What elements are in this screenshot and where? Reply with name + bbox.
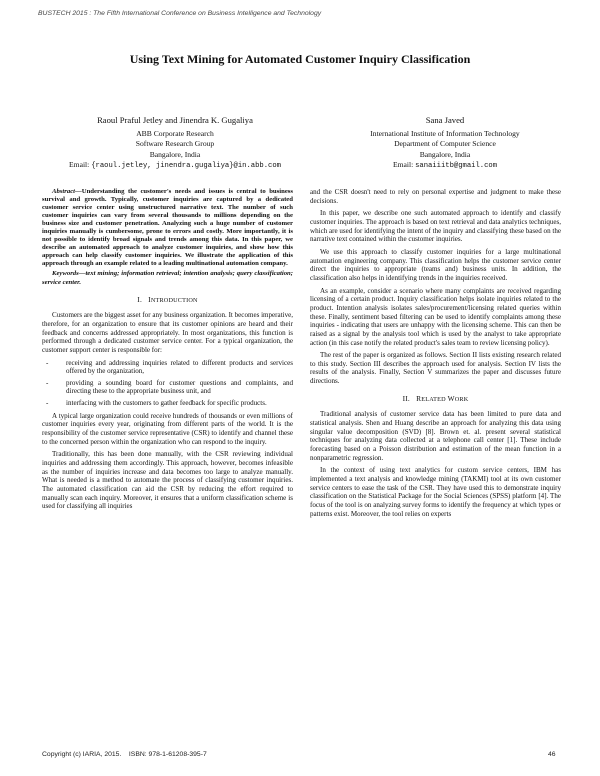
paper-title: Using Text Mining for Automated Customer Inquiry Classification: [129, 52, 471, 66]
section-heading-related-work: [310, 395, 561, 405]
paragraph: A typical large organization could receive hundreds of thousands or even millions of customer inquiries every year, originating from different parts of the world. It is the responsibility of the customer service representative (CSR) to identify and channel these to the concerned person within the organization who can respond to the inquiry.: [42, 411, 293, 446]
paragraph: As an example, consider a scenario where many complaints are received regarding licensing of a certain product. Inquiry classification helps isolate inquiries related to the product. Intention analysis isolates sales/procurement/licensing related queries within these. Finally, sentiment based filtering can be used to identify complaints among these inquiries - indicating that users are unhappy with the licensing scheme. This can then be raised as a signal by the analysis tool which is used by the analyst to take appropriate action (in this case notify the related product's sales team to review licensing policy).: [310, 286, 561, 347]
section-initial: R: [416, 393, 422, 403]
isbn-text: ISBN: 978-1-61208-395-7: [128, 751, 207, 758]
email-prefix: Email:: [392, 160, 416, 170]
section-heading-introduction: [42, 296, 293, 306]
author-affiliation-line: Department of Computer Science: [394, 139, 496, 149]
left-column: [42, 188, 293, 515]
author-affiliation-line: Software Research Group: [135, 139, 215, 149]
list-item: [42, 379, 293, 396]
section-numeral: II.: [402, 393, 410, 403]
page-number: 46: [548, 751, 556, 758]
author-block-right: [330, 115, 560, 172]
paragraph: The rest of the paper is organized as follows. Section II lists existing research related to this study. Section III describes the approach used for analysis. Section IV lists the results of the analysis. Finally, Section V summarizes the paper and discusses future directions.: [310, 351, 561, 386]
paragraph: Traditionally, this has been done manually, with the CSR reviewing individual inquiries and addressing them accordingly. This approach, however, becomes infeasible as the number of inquiries increase and data becomes too large to analyze manually. What is needed is a method to automate the process of classifying customer inquiries. The automated classification can aid the CSR by reducing the effort required to manually scan each inquiry. Moreover, it ensures that a uniform classification scheme is used for classifying all inquiries: [42, 450, 293, 511]
list-item: [42, 399, 293, 408]
author-affiliation-line: Bangalore, India: [419, 149, 471, 159]
paragraph: We use this approach to classify customer inquiries for a large multinational automation engineering company. This classification helps the customer service center direct the inquiries to appropriate (teams and) business units. In addition, the classification also helps in identifying trends in the inquiries received.: [310, 247, 561, 282]
paragraph: In the context of using text analytics for custom service centers, IBM has implemented a text analysis and knowledge mining (TAKMI) tool at its own customer service centers to ease the task of the CSR. They have used this to demonstrate inquiry classification on the Statistical Package for the Social Sciences (SPSS) platform [4]. The focus of the tool is on analyzing survey forms to identify the frequency at which types or patterns exist. Moreover, the tool relies on experts: [310, 466, 561, 518]
paragraph: Customers are the biggest asset for any business organization. It becomes imperative, therefore, for an organization to ensure that its customer opinions are heard and their feedback and concerns addressed appropriately. In most organizations, this function is performed through a dedicated customer service center. For a typical organization, the customer support center is responsible for:: [42, 311, 293, 354]
bullet-dash: -: [46, 399, 49, 408]
author-email-line: [330, 160, 560, 172]
paragraph: In this paper, we describe one such automated approach to identify and classify customer inquiries. The approach is based on text retrieval and data analytics techniques, which are used for identifying the intent of the inquiry and classifying these based on the narrative text contained within the customer inquiries.: [310, 209, 561, 244]
section-title-rest: ORK: [454, 395, 469, 403]
paragraph: and the CSR doesn't need to rely on personal expertise and judgment to make these decisions.: [310, 188, 561, 205]
list-item-text: providing a sounding board for customer questions and complaints, and directing these to the appropriate business unit, and: [66, 378, 293, 396]
list-item-text: interfacing with the customers to gather feedback for specific products.: [66, 399, 267, 408]
section-initial: W: [447, 393, 455, 403]
section-initial: I: [148, 294, 151, 304]
conference-header: BUSTECH 2015 : The Fifth International Conference on Business Intelligence and Technology: [38, 10, 322, 17]
paragraph: Traditional analysis of customer service data has been limited to pure data and statistical analysis. Shen and Huang describe an approach for analyzing this data using singular value decomposition (SVD) [8]. Brown et. al. present several statistical techniques for analyzing data collected at a telephone call center [1]. These include forecasting based on a Poisson distribution and estimation of the mean function in a nonparametric regression.: [310, 410, 561, 462]
bullet-dash: -: [46, 358, 49, 367]
list-item-text: receiving and addressing inquiries related to different products and services offered by the organization,: [66, 358, 293, 376]
abstract-label: Abstract: [52, 188, 76, 195]
author-affiliation-line: International Institute of Information Technology: [370, 128, 520, 138]
abstract: [42, 188, 293, 268]
footer-copyright: [42, 751, 207, 758]
author-affiliation-line: ABB Corporate Research: [136, 128, 214, 138]
right-column: [310, 188, 561, 522]
author-names: Sana Javed: [425, 115, 465, 125]
section-numeral: I.: [137, 294, 142, 304]
author-email: sanaiiitb@gmail.com: [415, 162, 498, 171]
abstract-text: —Understanding the customer's needs and issues is central to business survival and growth. Typically, customer inquiries are captured by a dedicated customer service center using unstructured narrative text. The number of such customer inquiries can vary from several thousands to millions depending on the business size and customer penetration. Analyzing such a huge number of customer inquiries manually is cumbersome, prone to errors and costly. More importantly, it is not possible to identify broad signals and trends among this data. In this paper, we describe an automated approach to analyze customer inquiries, and show how this approach can help classify customer inquiries. We illustrate the application of this approach through an example related to a leading multinational automation company.: [42, 188, 293, 268]
keywords: [42, 270, 293, 286]
author-email-line: [40, 160, 310, 172]
author-email: {raoul.jetley, jinendra.gugaliya}@in.abb.com: [91, 162, 281, 171]
section-title-rest: NTRODUCTION: [150, 296, 198, 304]
bullet-list: [42, 359, 293, 408]
author-names: Raoul Praful Jetley and Jinendra K. Gugaliya: [97, 115, 253, 125]
email-prefix: Email:: [69, 160, 92, 170]
author-affiliation-line: Bangalore, India: [149, 149, 201, 159]
bullet-dash: -: [46, 378, 49, 387]
keywords-text: —text mining; information retrieval; intention analysis; query classification; service center.: [42, 270, 293, 286]
copyright-text: Copyright (c) IARIA, 2015.: [42, 751, 122, 758]
author-block-left: [40, 115, 310, 172]
list-item: [42, 359, 293, 376]
keywords-label: Keywords: [52, 270, 79, 278]
section-title-rest: ELATED: [421, 395, 448, 403]
